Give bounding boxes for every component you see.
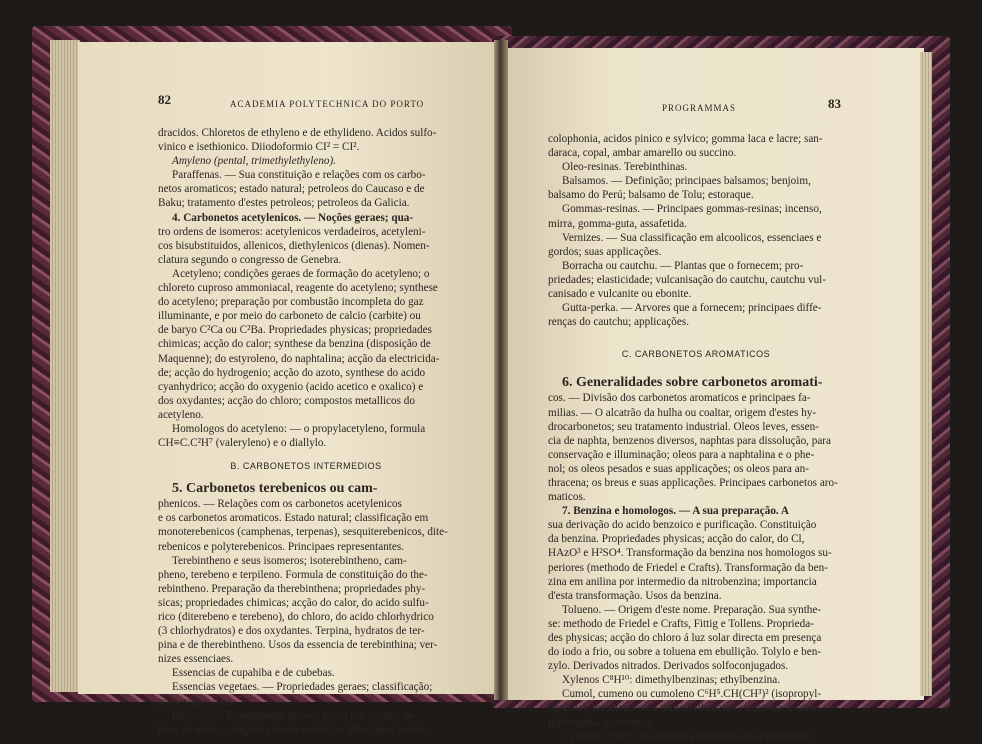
- text-line: clatura segundo o congresso de Genebra.: [158, 253, 342, 266]
- left-running-head: ACADEMIA POLYTECHNICA DO PORTO: [230, 99, 425, 109]
- text-line: chimicas; acção do calor; synthese da benzina (disposição de: [158, 338, 431, 351]
- text-line: e os carbonetos aromaticos. Estado natural; classificação em: [158, 512, 429, 525]
- text-line: pina e de therebintheno. Usos da essencia de terebinthina; ver-: [158, 639, 438, 652]
- section-heading: 7. Benzina e homologos. — A sua preparação. A: [562, 505, 789, 518]
- text-line: colophonia, acidos pinico e sylvico; gomma laca e lacre; san-: [548, 133, 823, 145]
- text-line: Acetyleno; condições geraes de formação do acetyleno; o: [172, 267, 430, 280]
- section-title: B. CARBONETOS INTERMEDIOS: [230, 461, 382, 472]
- text-line: tro ordens de isomeros: acetylenicos verdadeiros, acetyleni-: [158, 225, 426, 238]
- text-line: acetyleno.: [158, 408, 204, 421]
- text-line: de baryo C²Ca ou C²Ba. Propriedades physicas; propriedades: [158, 324, 432, 337]
- text-line: Amyleno (pental, trimethylethyleno).: [172, 155, 337, 168]
- text-line: thracena; os breus e suas applicações. Principaes carbonetos aro-: [548, 476, 838, 489]
- text-line: gordos; suas applicações.: [548, 245, 662, 258]
- text-line: sua derivação do acido benzoico e purificação. Constituição: [548, 519, 817, 532]
- right-page-edges: [920, 52, 932, 696]
- text-line: cyanhydrico; acção do oxygenio (acido acetico e oxalico) e: [158, 380, 424, 393]
- text-line: cos bisubstituidos, allenicos, diethylenicos (dienas). Nomen-: [158, 239, 430, 252]
- right-page-header: [662, 100, 736, 115]
- text-line: dracidos. Chloretos de ethyleno e de ethylideno. Acidos sulfo-: [158, 127, 437, 139]
- text-line: cos. — Divisão dos carbonetos aromaticos e principaes fa-: [548, 392, 811, 405]
- text-line: balsamo do Perú; balsamo de Tolu; estoraque.: [548, 189, 754, 202]
- text-line: do iodo a frio, ou sobre a toluena em ebullição. Tolylo e ben-: [548, 646, 822, 659]
- text-line: priedades; elasticidade; vulcanisação do cautchu, cautchu vul-: [548, 273, 827, 286]
- text-line: do acetyleno; preparação por combustão incompleta do gaz: [158, 296, 424, 309]
- text-line: maticos.: [548, 491, 586, 504]
- right-running-head: PROGRAMMAS: [662, 103, 737, 113]
- text-line: thylbenzina asymetrica.: [548, 716, 655, 729]
- section-title: C. CARBONETOS AROMATICOS: [621, 349, 771, 360]
- text-line: bões de resina; relações com as essencias. Principaes resinas;: [158, 723, 432, 736]
- text-line: canisado e vulcanite ou ebonite.: [548, 288, 692, 301]
- text-line: da benzina. Propriedades physicas; acção do calor, do Cl,: [548, 533, 805, 546]
- text-line: zina em anilina por intermedio da nitrobenzina; importancia: [548, 575, 817, 588]
- text-line: periores (methodo de Friedel e Crafts). Transformação da ben-: [548, 561, 828, 574]
- text-line: Baku; tratamento d'estes petroleos; petroleos da Galicia.: [158, 197, 410, 210]
- text-line: Cumol, cumeno ou cumoleno C⁶H⁵.CH(CH³)² (isopropyl-: [562, 688, 822, 701]
- text-line: Balsamos. — Definição; principaes balsamos; benjoim,: [562, 175, 811, 188]
- text-line: zylo. Derivados nitrados. Derivados solfoconjugados.: [548, 660, 789, 673]
- text-line: Paraffenas. — Sua constituição e relações com os carbo-: [172, 169, 426, 182]
- text-line: se: methodo de Friedel e Crafts, Fittig e Tollens. Proprieda-: [548, 617, 814, 630]
- section-heading: 6. Generalidades sobre carbonetos aromati-: [562, 375, 823, 391]
- text-line: monoterebenicos (camphenas, terpenas), sesquiterebenicos, dite-: [158, 526, 448, 539]
- text-line: Tolueno. — Origem d'este nome. Preparação. Sua synthe-: [562, 603, 822, 616]
- text-line: conservação e illuminação; oleos para a naphtalina e o phe-: [548, 448, 815, 461]
- text-line: rebenicos e polyterebenicos. Principaes representantes.: [158, 540, 405, 553]
- left-page-number: [158, 92, 171, 108]
- text-line: Gutta-perka. — Arvores que a fornecem; principaes diffe-: [562, 302, 822, 315]
- text-line: Cymeno C¹⁰H¹⁴ da camphora (methylisopropylbenzina);: [562, 730, 816, 743]
- text-line: Vernizes. — Sua classificação em alcoolicos, essenciaes e: [562, 231, 822, 244]
- text-line: benzina); mesetyleno ou trimethylbenzina symetrica, e trime-: [548, 702, 823, 715]
- text-line: sicas; propriedades chimicas; acção do calor, do acido sulfu-: [158, 596, 429, 609]
- left-text-column: [158, 126, 454, 737]
- text-line: phenicos. — Relações com os carbonetos acetylenicos: [158, 498, 402, 511]
- text-line: Borracha ou cautchu. — Plantas que o fornecem; pro-: [562, 259, 804, 272]
- text-line: pheno, terebeno e terpileno. Formula de constituição do the-: [158, 568, 428, 581]
- text-line: de; acção do hydrogenio; acção do azoto, synthese do acido: [158, 366, 426, 379]
- text-line: illuminante, e por meio do carboneto de calcio (carbite) ou: [158, 310, 421, 323]
- text-line: Essencias de cupahiba e de cubebas.: [172, 667, 335, 680]
- text-line: (3 chlorhydratos) e dos oxydantes. Terpina, hydratos de ter-: [158, 625, 425, 638]
- text-line: Xylenos C⁸H¹⁰: dimethylbenzinas; ethylbenzina.: [562, 674, 781, 687]
- text-line: Maquenne); do estyroleno, do naphtalina; acção da electricida-: [158, 352, 440, 365]
- text-line: netos aromaticos; estado natural; petroleos do Caucaso e de: [158, 183, 425, 196]
- text-line: Homologos do acetyleno: — o propylacetyleno, formula: [172, 422, 426, 435]
- text-line: Gommas-resinas. — Principaes gommas-resinas; incenso,: [562, 203, 822, 216]
- right-text-column: [548, 132, 844, 744]
- text-line: preparação; usos.: [158, 695, 236, 708]
- text-line: cia de naphta, benzenos diversos, naphtas para dissolução, para: [548, 434, 832, 447]
- text-line: Oleo-resinas. Terebinthinas.: [562, 161, 688, 174]
- left-page-number-text: 82: [158, 92, 171, 107]
- text-line: Terebintheno e seus isomeros; isoterebintheno, cam-: [172, 554, 407, 567]
- text-line: dos oxydantes; acção do chloro; compostos metallicos do: [158, 394, 415, 407]
- left-page-header: [230, 96, 424, 111]
- text-line: nol; os oleos pesados e suas applicações; os oleos para an-: [548, 462, 809, 475]
- right-page-number: [828, 96, 841, 112]
- text-line: d'esta transformação. Usos da benzina.: [548, 589, 722, 602]
- text-line: Essencias vegetaes. — Propriedades geraes; classificação;: [172, 681, 433, 694]
- section-heading: 4. Carbonetos acetylenicos. — Noções geraes; qua-: [172, 211, 414, 224]
- section-heading: 5. Carbonetos terebenicos ou cam-: [172, 481, 378, 497]
- right-page-number-text: 83: [828, 96, 841, 111]
- text-line: daraca, copal, ambar amarello ou succino.: [548, 147, 737, 160]
- text-line: vinico e isethionico. Diiodoformio CI² = CI².: [158, 141, 360, 154]
- text-line: rebintheno. Preparação da therebinthena; propriedades phy-: [158, 582, 426, 595]
- text-line: chloreto cuproso ammoniacal, reagente do acetyleno; synthese: [158, 282, 438, 295]
- left-page-edges: [50, 40, 80, 692]
- text-line: HAzO³ e H²SO⁴. Transformação da benzina nos homologos su-: [548, 547, 832, 560]
- text-line: drocarbonetos; seu tratamento industrial. Oleos leves, essen-: [548, 420, 819, 433]
- book-gutter: [494, 40, 508, 700]
- text-line: Resinas. — Propriedades geraes; acção dos alcalis; sa-: [172, 709, 417, 722]
- text-line: CH≡C.C²H⁷ (valeryleno) e o diallylo.: [158, 437, 327, 450]
- text-line: mirra, gomma-guta, assafetida.: [548, 217, 687, 230]
- text-line: rico (diterebeno e terebeno), do chloro, do acido chlorhydrico: [158, 611, 434, 623]
- text-line: milias. — O alcatrão da hulha ou coaltar, origem d'estes hy-: [548, 406, 817, 419]
- text-line: nizes essenciaes.: [158, 653, 234, 666]
- text-line: des physicas; acção do chloro á luz solar directa em presença: [548, 632, 822, 644]
- text-line: renças do cautchu; applicações.: [548, 316, 690, 329]
